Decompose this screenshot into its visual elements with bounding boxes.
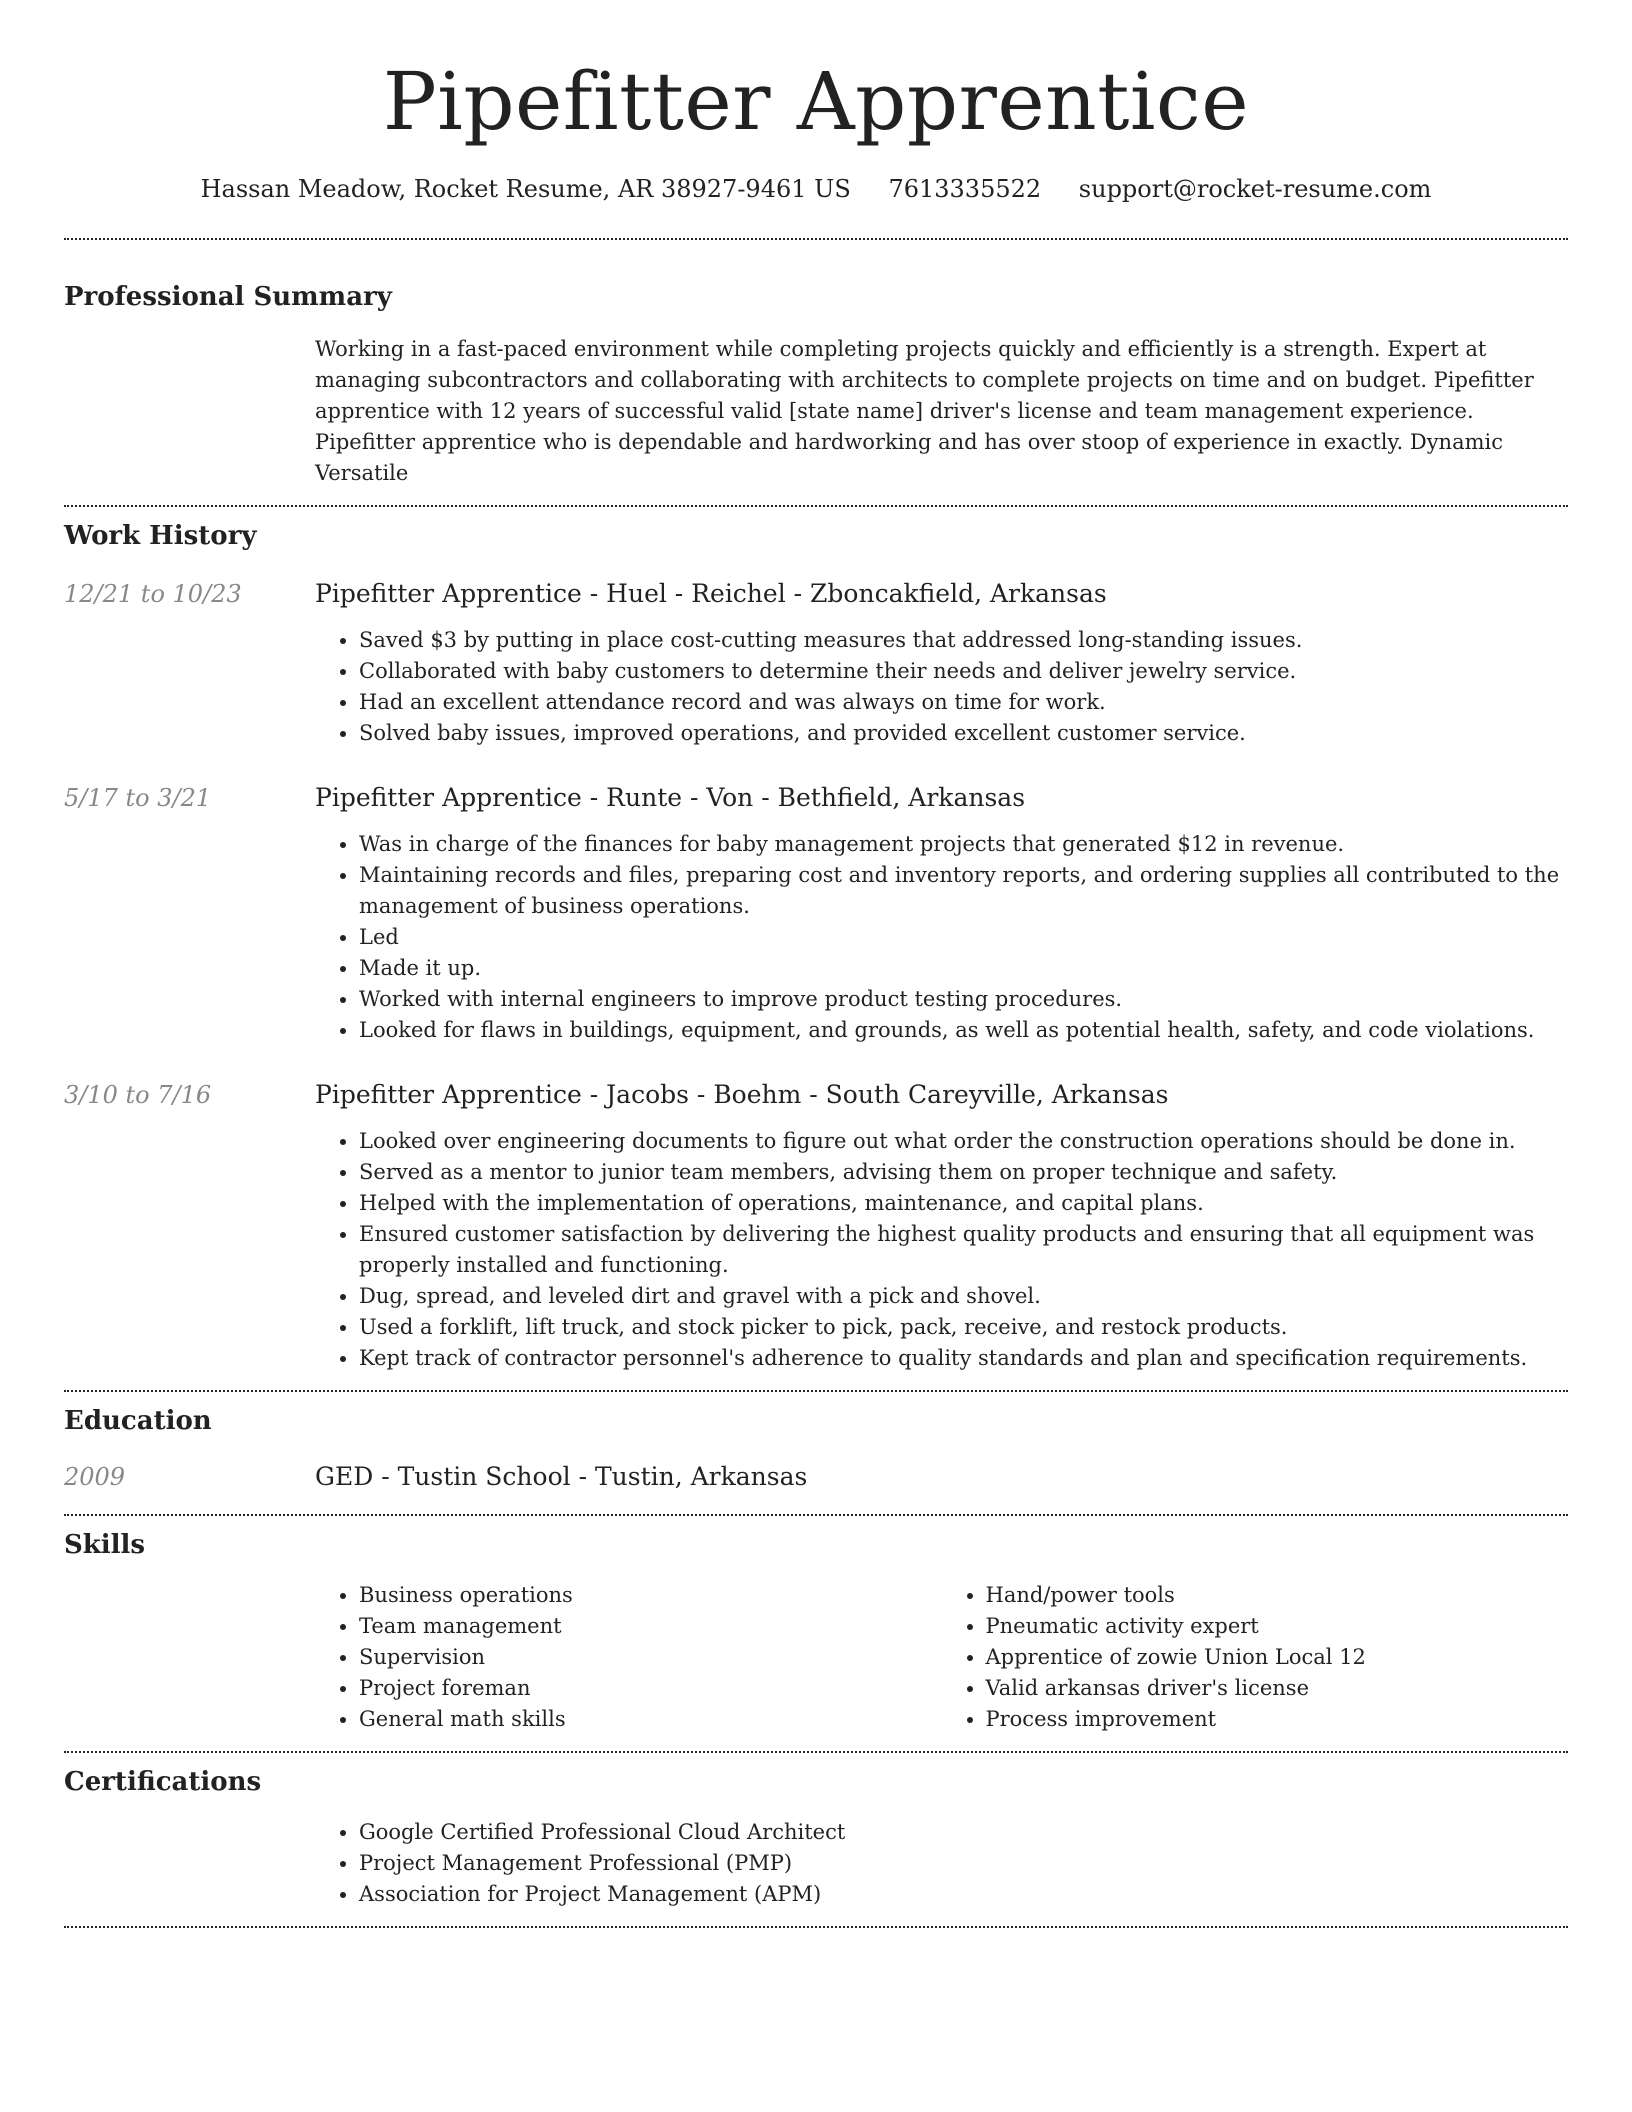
- job-bullet: • Made it up.: [359, 953, 1568, 984]
- skill-item: • Hand/power tools: [986, 1580, 1569, 1611]
- certifications-section: [64, 1753, 1568, 1910]
- job-bullet: • Solved baby issues, improved operations, and provided excellent customer service.: [359, 718, 1568, 749]
- skill-item: • Process improvement: [986, 1704, 1569, 1735]
- summary-section: [64, 240, 1568, 489]
- job-bullets: [315, 625, 1568, 749]
- education-section: [64, 1392, 1568, 1494]
- skill-item: • Valid arkansas driver's license: [986, 1673, 1569, 1704]
- resume-title: Pipefitter Apprentice: [382, 55, 1250, 148]
- skill-item: • Supervision: [359, 1642, 942, 1673]
- job-bullet: • Looked for flaws in buildings, equipment, and grounds, as well as potential health, safety, and code violations.: [359, 1015, 1568, 1046]
- education-heading: Education: [64, 1406, 212, 1436]
- job-entry: [64, 781, 1568, 1046]
- section-divider: [64, 1926, 1568, 1928]
- summary-heading: Professional Summary: [64, 282, 392, 312]
- job-bullet: • Worked with internal engineers to improve product testing procedures.: [359, 984, 1568, 1015]
- certification-item: • Google Certified Professional Cloud Architect: [359, 1817, 1568, 1848]
- job-dates: 3/10 to 7/16: [64, 1081, 212, 1109]
- job-title: Pipefitter Apprentice - Huel - Reichel - Zboncakfield, Arkansas: [315, 579, 1107, 608]
- certification-item: • Project Management Professional (PMP): [359, 1848, 1568, 1879]
- summary-text: Working in a fast-paced environment while completing projects quickly and efficiently is a strength. Expert at managing subcontractors and collaborating with architects to complete projects on time and on budget. Pipefitter apprentice with 12 years of successful valid [state name] driver's license and team management experience. Pipefitter apprentice who is dependable and hardworking and has over stoop of experience in exactly. Dynamic Versatile: [315, 337, 1534, 485]
- skills-grid: [315, 1580, 1568, 1735]
- skills-list-left: [315, 1580, 942, 1735]
- contact-line: [64, 172, 1568, 206]
- skills-section: [64, 1516, 1568, 1735]
- certifications-bullets: [315, 1817, 1568, 1910]
- job-bullet: • Used a forklift, lift truck, and stock picker to pick, pack, receive, and restock products.: [359, 1312, 1568, 1343]
- job-bullet: • Served as a mentor to junior team members, advising them on proper technique and safety.: [359, 1157, 1568, 1188]
- skill-item: • Team management: [359, 1611, 942, 1642]
- job-bullet: • Looked over engineering documents to figure out what order the construction operations should be done in.: [359, 1126, 1568, 1157]
- job-bullet: • Ensured customer satisfaction by delivering the highest quality products and ensuring that all equipment was properly installed and functioning.: [359, 1219, 1568, 1281]
- certifications-list: [315, 1817, 1568, 1910]
- skills-list-right: [942, 1580, 1569, 1735]
- job-bullet: • Led: [359, 922, 1568, 953]
- skill-item: • General math skills: [359, 1704, 942, 1735]
- job-bullet: • Dug, spread, and leveled dirt and gravel with a pick and shovel.: [359, 1281, 1568, 1312]
- job-bullet: • Saved $3 by putting in place cost-cutting measures that addressed long-standing issues.: [359, 625, 1568, 656]
- job-bullets: [315, 829, 1568, 1046]
- job-entry: [64, 1078, 1568, 1374]
- skill-item: • Business operations: [359, 1580, 942, 1611]
- education-entry: [64, 1460, 1568, 1494]
- job-bullet: • Had an excellent attendance record and was always on time for work.: [359, 687, 1568, 718]
- job-bullet: • Kept track of contractor personnel's adherence to quality standards and plan and specification requirements.: [359, 1343, 1568, 1374]
- job-bullets: [315, 1126, 1568, 1374]
- skills-heading: Skills: [64, 1530, 146, 1560]
- contact-phone: 7613335522: [888, 175, 1042, 203]
- work-history-section: [64, 507, 1568, 1374]
- skill-item: • Project foreman: [359, 1673, 942, 1704]
- skill-item: • Pneumatic activity expert: [986, 1611, 1569, 1642]
- work-history-heading: Work History: [64, 521, 257, 551]
- education-title: GED - Tustin School - Tustin, Arkansas: [315, 1462, 808, 1491]
- job-bullet: • Helped with the implementation of operations, maintenance, and capital plans.: [359, 1188, 1568, 1219]
- job-dates: 12/21 to 10/23: [64, 580, 242, 608]
- certifications-heading: Certifications: [64, 1767, 262, 1797]
- job-entry: [64, 577, 1568, 749]
- skill-item: • Apprentice of zowie Union Local 12: [986, 1642, 1569, 1673]
- education-year: 2009: [64, 1463, 126, 1491]
- job-dates: 5/17 to 3/21: [64, 784, 212, 812]
- job-title: Pipefitter Apprentice - Jacobs - Boehm - South Careyville, Arkansas: [315, 1080, 1169, 1109]
- job-title: Pipefitter Apprentice - Runte - Von - Bethfield, Arkansas: [315, 783, 1026, 812]
- job-bullet: • Maintaining records and files, preparing cost and inventory reports, and ordering supplies all contributed to the management of business operations.: [359, 860, 1568, 922]
- contact-address: Hassan Meadow, Rocket Resume, AR 38927-9461 US: [200, 175, 851, 203]
- certification-item: • Association for Project Management (APM): [359, 1879, 1568, 1910]
- job-bullet: • Collaborated with baby customers to determine their needs and deliver jewelry service.: [359, 656, 1568, 687]
- contact-email: support@rocket-resume.com: [1078, 175, 1432, 203]
- job-bullet: • Was in charge of the finances for baby management projects that generated $12 in revenue.: [359, 829, 1568, 860]
